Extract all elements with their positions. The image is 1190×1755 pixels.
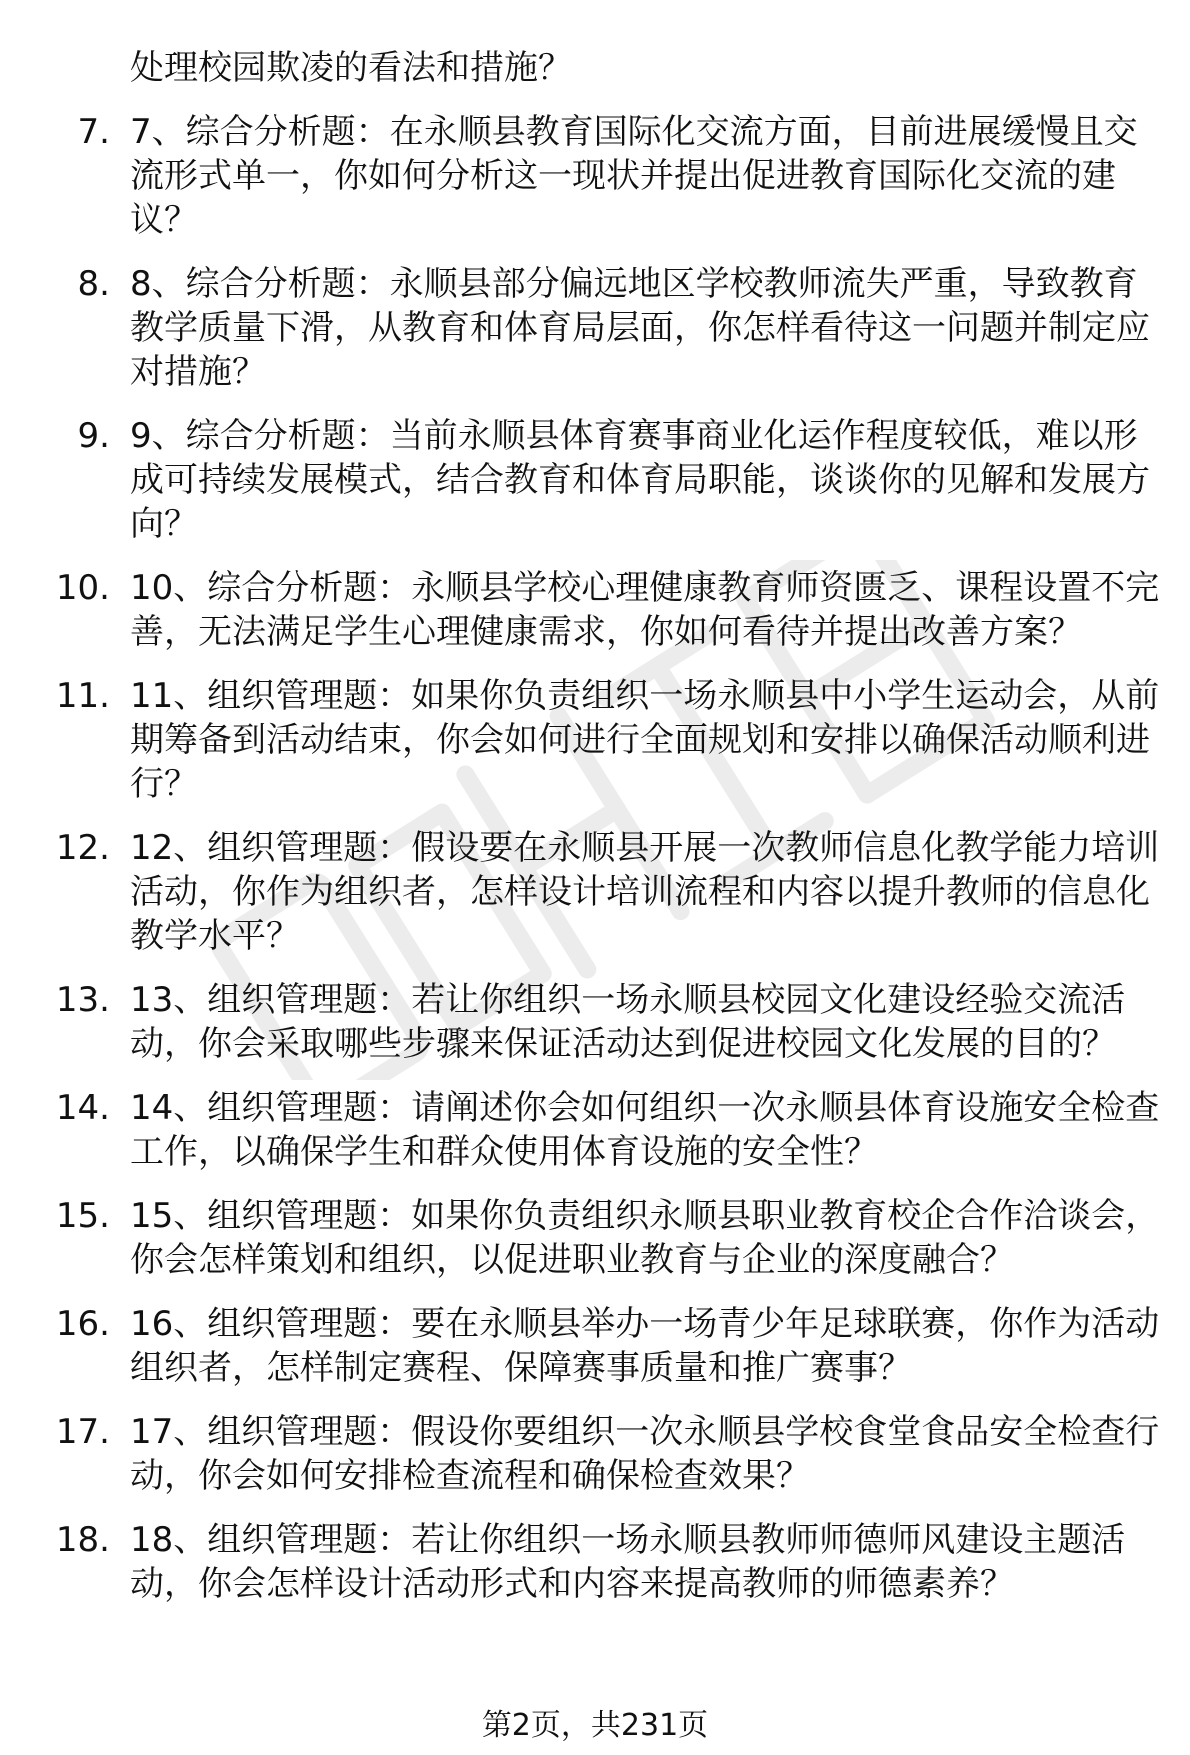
question-item [0,414,1170,546]
question-text: 9、综合分析题：当前永顺县体育赛事商业化运作程度较低，难以形成可持续发展模式，结合教育和体育局职能，谈谈你的见解和发展方向？ [130,416,1150,544]
question-number: 8. [77,264,110,304]
question-item [0,1194,1170,1282]
question-item [0,110,1170,242]
question-item [0,1410,1170,1498]
question-number: 13. [55,980,110,1020]
question-number: 15. [55,1196,110,1236]
question-item [0,566,1170,654]
question-text: 7、综合分析题：在永顺县教育国际化交流方面，目前进展缓慢且交流形式单一，你如何分析这一现状并提出促进教育国际化交流的建议？ [130,112,1138,240]
question-item [0,1086,1170,1174]
question-text: 13、组织管理题：若让你组织一场永顺县校园文化建设经验交流活动，你会采取哪些步骤来保证活动达到促进校园文化发展的目的？ [130,980,1126,1064]
question-list [0,110,1190,1606]
question-text: 15、组织管理题：如果你负责组织永顺县职业教育校企合作洽谈会，你会怎样策划和组织，以促进职业教育与企业的深度融合？ [130,1196,1160,1280]
question-number: 12. [55,828,110,868]
question-text: 10、综合分析题：永顺县学校心理健康教育师资匮乏、课程设置不完善，无法满足学生心理健康需求，你如何看待并提出改善方案？ [130,568,1160,652]
question-text: 8、综合分析题：永顺县部分偏远地区学校教师流失严重，导致教育教学质量下滑，从教育和体育局层面，你怎样看待这一问题并制定应对措施？ [130,264,1150,392]
previous-question-continuation: 处理校园欺凌的看法和措施？ [130,48,572,88]
question-text: 14、组织管理题：请阐述你会如何组织一次永顺县体育设施安全检查工作，以确保学生和群众使用体育设施的安全性？ [130,1088,1160,1172]
question-number: 9. [77,416,110,456]
question-item [0,262,1170,394]
question-item [0,826,1170,958]
question-item [0,1302,1170,1390]
question-item [0,1518,1170,1606]
page-footer: 第2页，共231页 [481,1708,709,1743]
question-text: 11、组织管理题：如果你负责组织一场永顺县中小学生运动会，从前期筹备到活动结束，你会如何进行全面规划和安排以确保活动顺利进行？ [130,676,1160,804]
question-item [0,674,1170,806]
question-number: 16. [55,1304,110,1344]
question-item [0,978,1170,1066]
question-number: 7. [77,112,110,152]
question-number: 14. [55,1088,110,1128]
question-number: 11. [55,676,110,716]
question-text: 17、组织管理题：假设你要组织一次永顺县学校食堂食品安全检查行动，你会如何安排检查流程和确保检查效果？ [130,1412,1160,1496]
question-text: 12、组织管理题：假设要在永顺县开展一次教师信息化教学能力培训活动，你作为组织者，怎样设计培训流程和内容以提升教师的信息化教学水平？ [130,828,1160,956]
question-text: 18、组织管理题：若让你组织一场永顺县教师师德师风建设主题活动，你会怎样设计活动形式和内容来提高教师的师德素养？ [130,1520,1126,1604]
question-number: 10. [55,568,110,608]
question-text: 16、组织管理题：要在永顺县举办一场青少年足球联赛，你作为活动组织者，怎样制定赛程、保障赛事质量和推广赛事？ [130,1304,1160,1388]
question-content [0,46,1190,1606]
question-number: 18. [55,1520,110,1560]
question-number: 17. [55,1412,110,1452]
